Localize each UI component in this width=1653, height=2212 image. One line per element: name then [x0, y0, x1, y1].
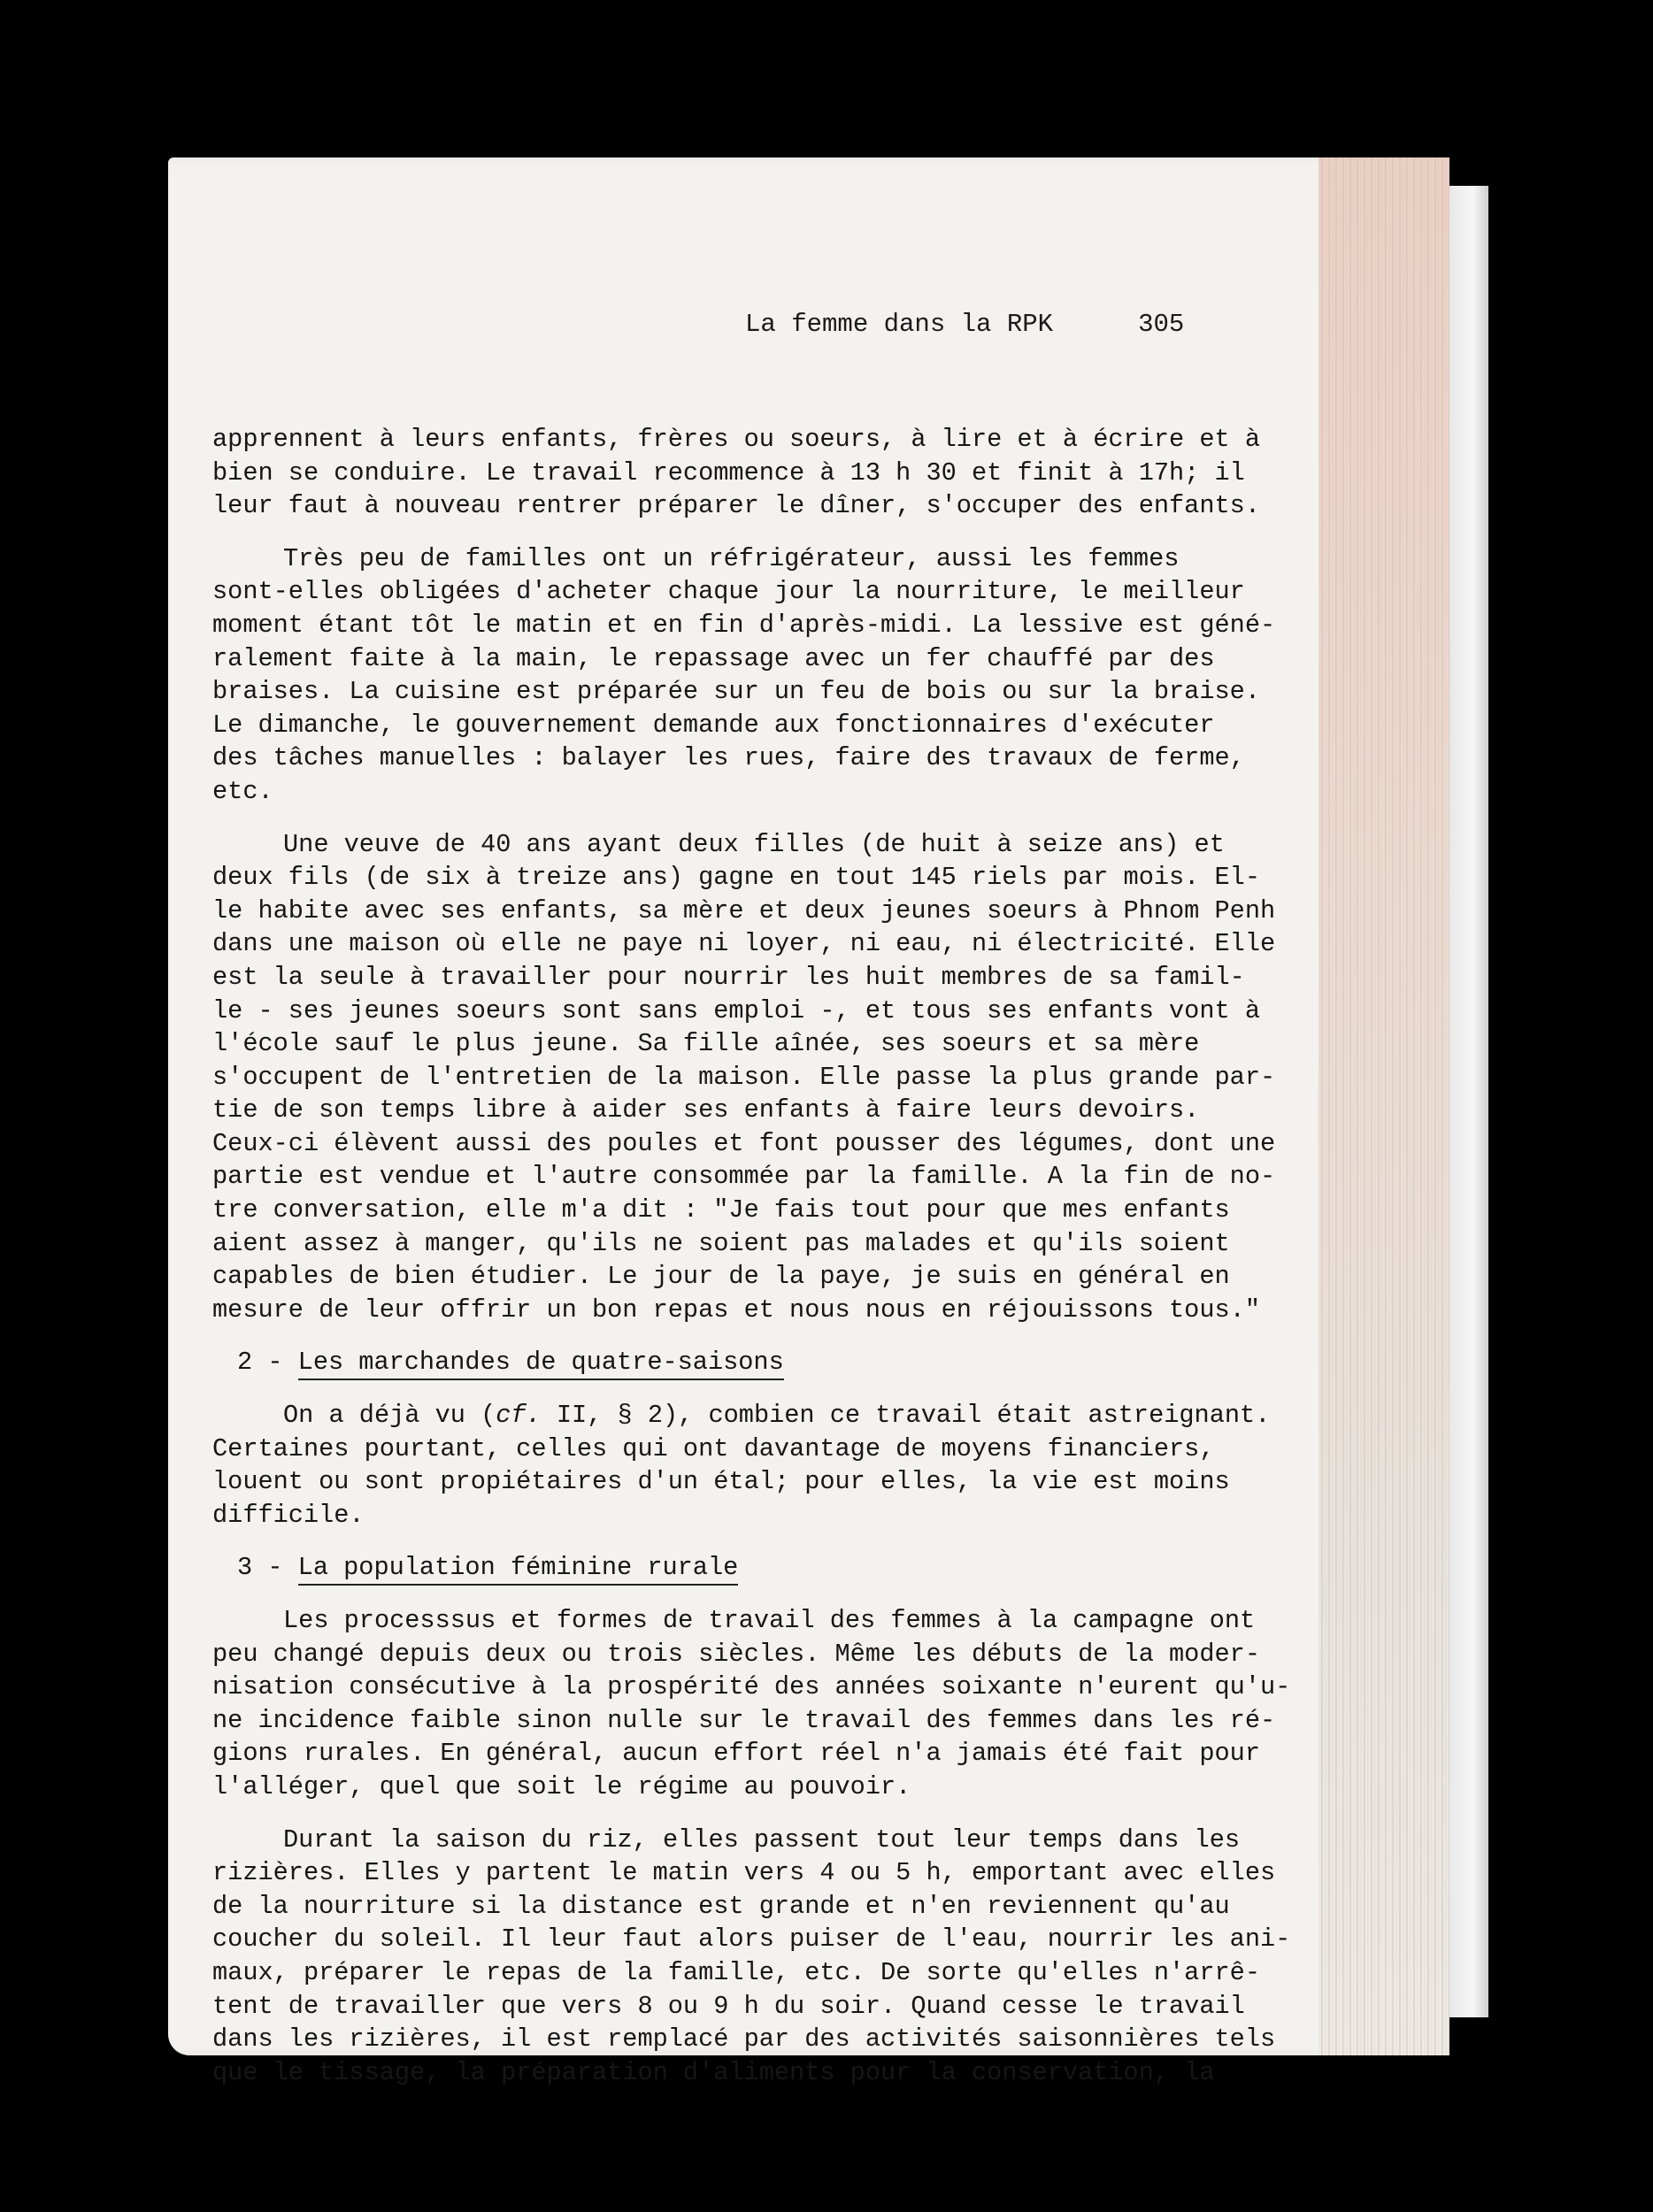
page-number: 305	[1138, 310, 1185, 339]
paragraph-1	[212, 423, 1260, 523]
text-line: peu changé depuis deux ou trois siècles. Même les débuts de la moder-	[212, 1639, 1260, 1669]
text-line: des tâches manuelles : balayer les rues, faire des travaux de ferme,	[212, 743, 1245, 773]
text-line: Le dimanche, le gouvernement demande aux fonctionnaires d'exécuter	[212, 710, 1215, 740]
text-line: nisation consécutive à la prospérité des années soixante n'eurent qu'u-	[212, 1672, 1291, 1702]
text-line: que le tissage, la préparation d'aliments pour la conservation, la	[212, 2057, 1215, 2087]
text-line: rizières. Elles y partent le matin vers 4 ou 5 h, emportant avec elles	[212, 1858, 1276, 1888]
text-line: est la seule à travailler pour nourrir les huit membres de sa famil-	[212, 962, 1245, 992]
text-line: gions rurales. En général, aucun effort réel n'a jamais été fait pour	[212, 1739, 1260, 1769]
text-line: l'école sauf le plus jeune. Sa fille aînée, ses soeurs et sa mère	[212, 1029, 1200, 1059]
text-line: dans les rizières, il est remplacé par des activités saisonnières tels	[212, 2024, 1276, 2055]
text-line: aient assez à manger, qu'ils ne soient pas malades et qu'ils soient	[212, 1228, 1230, 1258]
paragraph-4	[212, 1399, 1271, 1532]
text-line: maux, préparer le repas de la famille, etc. De sorte qu'elles n'arrê-	[212, 1957, 1260, 1987]
text-fragment-italic: cf.	[496, 1401, 542, 1431]
page-edges	[1319, 157, 1449, 2055]
paragraph-3	[212, 828, 1276, 1327]
text-line: etc.	[212, 776, 273, 806]
text-line: mesure de leur offrir un bon repas et nous nous en réjouissons tous."	[212, 1294, 1260, 1325]
text-line: bien se conduire. Le travail recommence à 13 h 30 et finit à 17h; il	[212, 457, 1245, 488]
section-heading-2	[212, 1346, 1195, 1379]
section-title: La population féminine rurale	[298, 1553, 739, 1586]
text-line: le habite avec ses enfants, sa mère et deux jeunes soeurs à Phnom Penh	[212, 895, 1276, 926]
text-line: Très peu de familles ont un réfrigérateur, aussi les femmes	[283, 543, 1180, 573]
paragraph-2	[212, 542, 1276, 809]
text-line: le - ses jeunes soeurs sont sans emploi -, et tous ses enfants vont à	[212, 995, 1260, 1025]
text-line: capables de bien étudier. Le jour de la paye, je suis en général en	[212, 1262, 1230, 1292]
text-line: Certaines pourtant, celles qui ont davantage de moyens financiers,	[212, 1433, 1215, 1463]
text-line: de la nourriture si la distance est grande et n'en reviennent qu'au	[212, 1891, 1230, 1921]
section-number: 2 -	[237, 1348, 283, 1378]
text-line: s'occupent de l'entretien de la maison. Elle passe la plus grande par-	[212, 1062, 1276, 1092]
text-line: leur faut à nouveau rentrer préparer le dîner, s'occuper des enfants.	[212, 491, 1260, 521]
book-cover-edge	[1449, 186, 1488, 2017]
section-number: 3 -	[237, 1553, 283, 1583]
body-text	[212, 423, 1291, 2089]
text-line: Ceux-ci élèvent aussi des poules et font pousser des légumes, dont une	[212, 1128, 1276, 1158]
text-line: coucher du soleil. Il leur faut alors puiser de l'eau, nourrir les ani-	[212, 1924, 1291, 1955]
text-line	[212, 1399, 1271, 1432]
section-title: Les marchandes de quatre-saisons	[298, 1348, 784, 1380]
text-line: tie de son temps libre à aider ses enfants à faire leurs devoirs.	[212, 1095, 1200, 1125]
running-header	[745, 310, 1184, 339]
text-line: tent de travailler que vers 8 ou 9 h du soir. Quand cesse le travail	[212, 1991, 1245, 2021]
text-fragment: II, § 2), combien ce travail était astreignant.	[541, 1401, 1271, 1431]
text-line: braises. La cuisine est préparée sur un feu de bois ou sur la braise.	[212, 677, 1260, 707]
paragraph-6	[212, 1824, 1291, 2090]
text-line: louent ou sont propiétaires d'un étal; pour elles, la vie est moins	[212, 1467, 1230, 1497]
text-fragment: On a déjà vu (	[283, 1401, 496, 1431]
text-line: difficile.	[212, 1500, 365, 1530]
text-line: apprennent à leurs enfants, frères ou soeurs, à lire et à écrire et à	[212, 425, 1260, 454]
text-line: sont-elles obligées d'acheter chaque jour la nourriture, le meilleur	[212, 577, 1245, 607]
text-line: Une veuve de 40 ans ayant deux filles (de huit à seize ans) et	[283, 829, 1225, 859]
text-line: partie est vendue et l'autre consommée par la famille. A la fin de no-	[212, 1162, 1276, 1192]
text-line: Durant la saison du riz, elles passent tout leur temps dans les	[283, 1824, 1241, 1855]
text-line: l'alléger, quel que soit le régime au pouvoir.	[212, 1771, 911, 1801]
text-line: ralement faite à la main, le repassage avec un fer chauffé par des	[212, 643, 1215, 673]
text-line: ne incidence faible sinon nulle sur le travail des femmes dans les ré-	[212, 1705, 1276, 1735]
text-line: moment étant tôt le matin et en fin d'après-midi. La lessive est géné-	[212, 610, 1276, 640]
text-line: dans une maison où elle ne paye ni loyer, ni eau, ni électricité. Elle	[212, 929, 1276, 959]
text-line: tre conversation, elle m'a dit : "Je fais tout pour que mes enfants	[212, 1195, 1230, 1225]
paragraph-5	[212, 1604, 1291, 1804]
text-line: Les processsus et formes de travail des femmes à la campagne ont	[283, 1606, 1256, 1635]
running-title: La femme dans la RPK	[745, 310, 1054, 339]
text-line: deux fils (de six à treize ans) gagne en tout 145 riels par mois. El-	[212, 863, 1260, 893]
section-heading-3	[212, 1551, 1195, 1585]
